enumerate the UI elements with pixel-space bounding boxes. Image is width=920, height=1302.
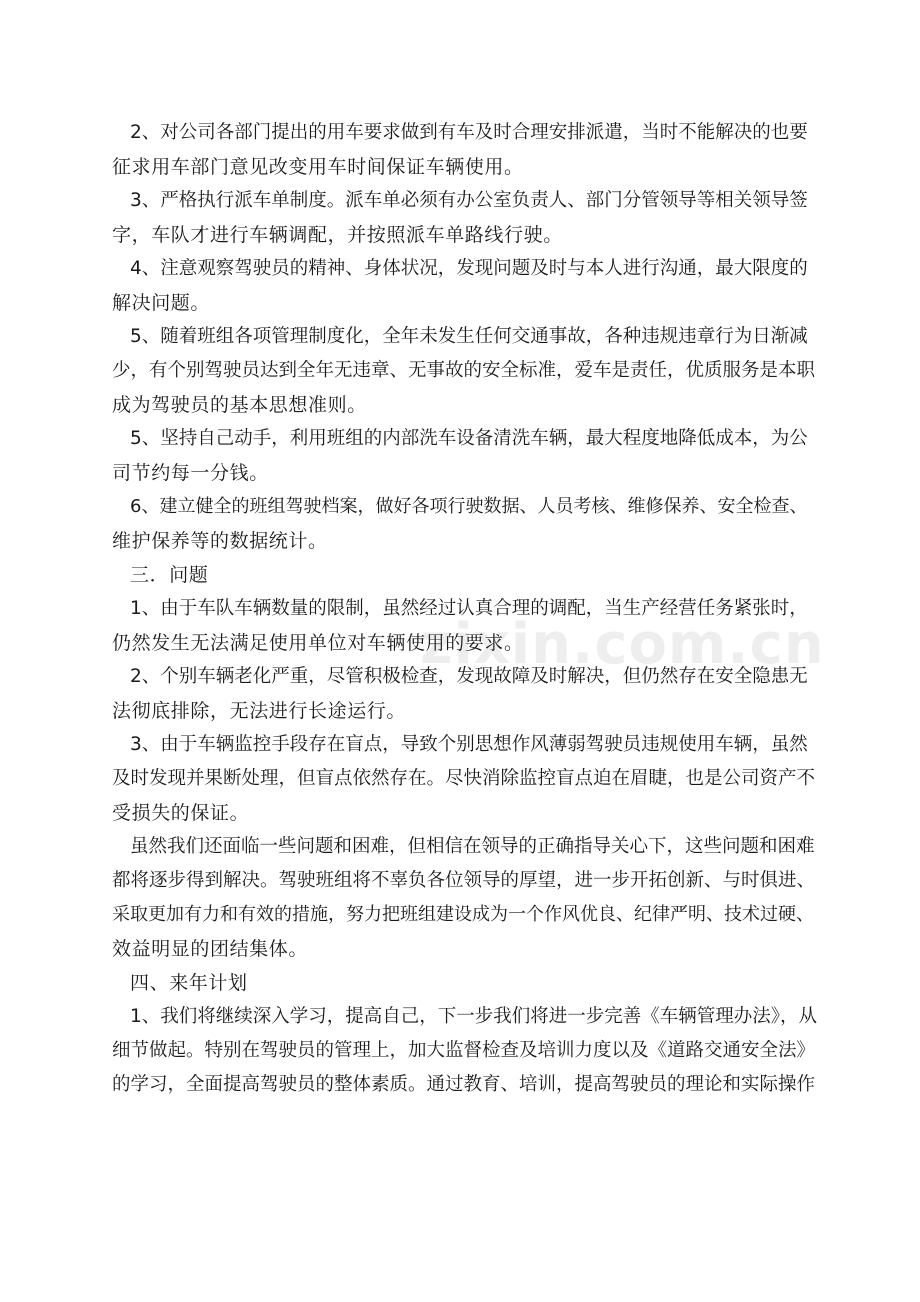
paragraph-line: 采取更加有力和有效的措施，努力把班组建设成为一个作风优良、纪律严明、技术过硬、 [112, 904, 814, 925]
paragraph-line: 5、随着班组各项管理制度化，全年未发生任何交通事故，各种违规违章行为日渐减 [130, 326, 808, 347]
paragraph-line: 司节约每一分钱。 [112, 462, 269, 484]
paragraph-line: 6、建立健全的班组驾驶档案，做好各项行驶数据、人员考核、维修保养、安全检查、 [130, 496, 808, 517]
paragraph-line: 虽然我们还面临一些问题和困难，但相信在领导的正确指导关心下，这些问题和困难 [130, 836, 815, 857]
paragraph-line: 2、个别车辆老化严重，尽管积极检查，发现故障及时解决，但仍然存在安全隐患无 [130, 666, 808, 687]
section-heading: 四、来年计划 [130, 972, 248, 994]
paragraph-line: 4、注意观察驾驶员的精神、身体状况，发现问题及时与本人进行沟通，最大限度的 [130, 258, 808, 279]
paragraph-line: 受损失的保证。 [112, 802, 250, 824]
paragraph-line: 5、坚持自己动手，利用班组的内部洗车设备清洗车辆，最大程度地降低成本，为公 [130, 428, 808, 449]
paragraph-line: 征求用车部门意见改变用车时间保证车辆使用。 [112, 156, 524, 178]
paragraph-line: 法彻底排除，无法进行长途运行。 [112, 700, 407, 722]
watermark: zixin.com.cn [420, 612, 825, 677]
paragraph-line: 成为驾驶员的基本思想准则。 [112, 394, 367, 416]
paragraph-line: 1、我们将继续深入学习，提高自己，下一步我们将进一步完善《车辆管理办法》，从 [130, 1006, 818, 1027]
paragraph-line: 少，有个别驾驶员达到全年无违章、无事故的安全标准，爱车是责任，优质服务是本职 [112, 360, 816, 381]
paragraph-line: 效益明显的团结集体。 [112, 938, 309, 960]
paragraph-line: 及时发现并果断处理，但盲点依然存在。尽快消除监控盲点迫在眉睫，也是公司资产不 [112, 768, 816, 789]
paragraph-line: 2、对公司各部门提出的用车要求做到有车及时合理安排派遣，当时不能解决的也要 [130, 122, 808, 143]
paragraph-line: 的学习，全面提高驾驶员的整体素质。通过教育、培训，提高驾驶员的理论和实际操作 [112, 1074, 816, 1095]
paragraph-line: 都将逐步得到解决。驾驶班组将不辜负各位领导的厚望，进一步开拓创新、与时俱进、 [112, 870, 816, 891]
paragraph-line: 1、由于车队车辆数量的限制，虽然经过认真合理的调配，当生产经营任务紧张时， [130, 598, 808, 619]
paragraph-line: 3、由于车辆监控手段存在盲点，导致个别思想作风薄弱驾驶员违规使用车辆，虽然 [130, 734, 808, 755]
paragraph-line: 仍然发生无法满足使用单位对车辆使用的要求。 [112, 632, 524, 654]
paragraph-line: 3、严格执行派车单制度。派车单必须有办公室负责人、部门分管领导等相关领导签 [130, 190, 808, 211]
section-heading: 三．问题 [130, 564, 209, 586]
paragraph-line: 维护保养等的数据统计。 [112, 530, 328, 552]
paragraph-line: 解决问题。 [112, 292, 211, 314]
document-body [112, 116, 824, 1102]
paragraph-line: 细节做起。特别在驾驶员的管理上，加大监督检查及培训力度以及《道路交通安全法》 [112, 1040, 816, 1061]
paragraph-line: 字，车队才进行车辆调配，并按照派车单路线行驶。 [112, 224, 563, 246]
